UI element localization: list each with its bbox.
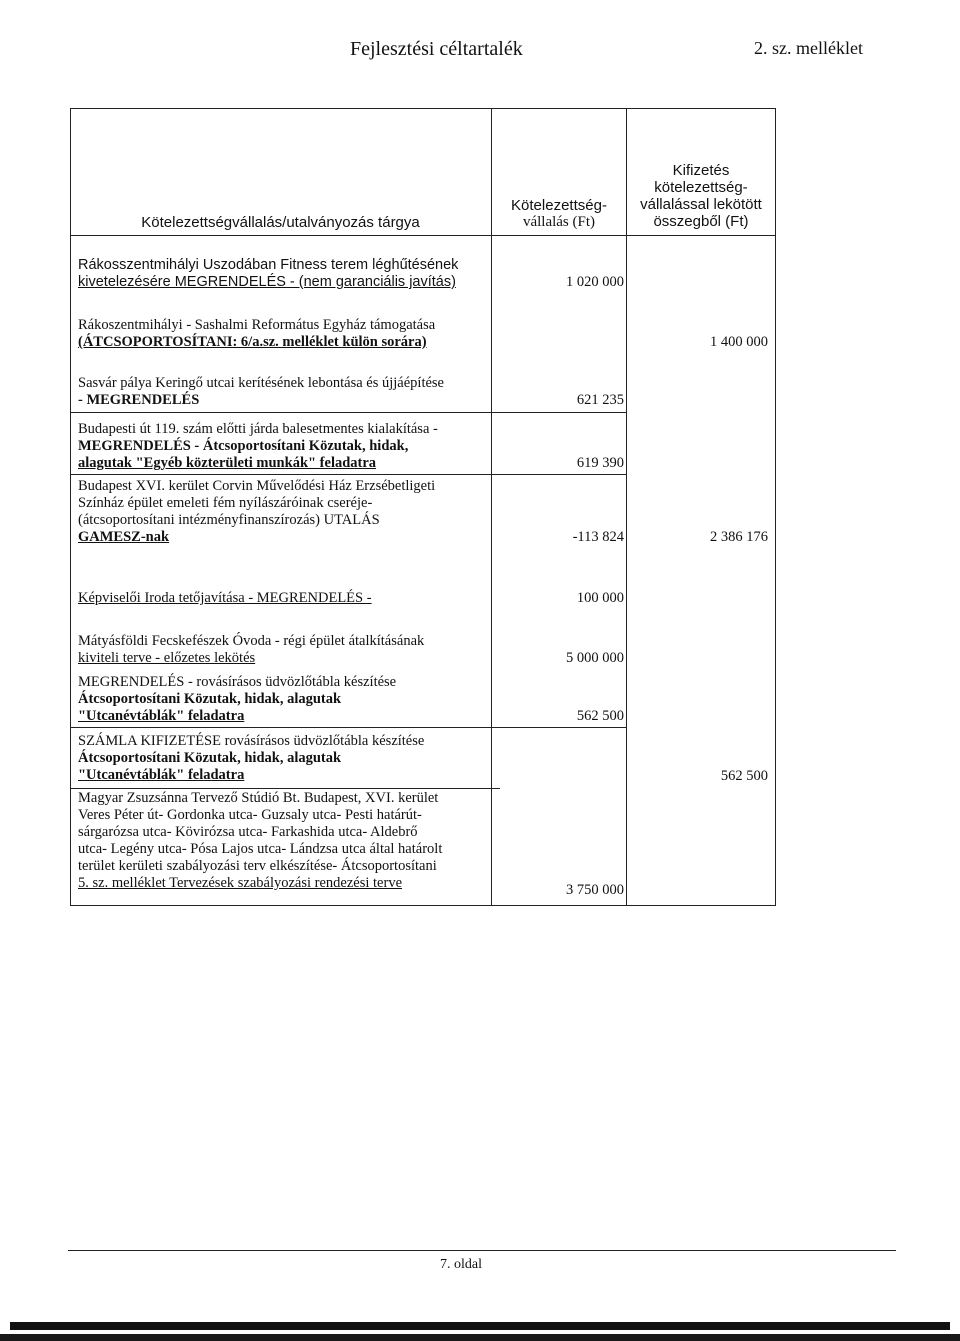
row-divider	[70, 474, 626, 475]
row-line: sárgarózsa utca- Kövirózsa utca- Farkashida utca- Aldebrő	[78, 824, 418, 840]
row-description	[78, 790, 490, 892]
payment-value: 1 400 000	[710, 334, 768, 350]
row-description	[78, 633, 490, 667]
row-line: Rákoszentmihályi - Sashalmi Református Egyház támogatása	[78, 317, 436, 333]
row-line: Képviselői Iroda tetőjavítása - MEGRENDELÉS -	[78, 590, 372, 606]
row-line: "Utcanévtáblák" feladatra	[78, 708, 245, 724]
row-line: Mátyásföldi Fecskefészek Óvoda - régi épület átalkításának	[78, 633, 425, 649]
commitment-value: 100 000	[576, 590, 624, 606]
column-header-payment	[626, 162, 776, 230]
row-divider	[70, 727, 626, 728]
row-line: Magyar Zsuzsánna Tervező Stúdió Bt. Budapest, XVI. kerület	[78, 790, 439, 806]
header-divider	[70, 235, 776, 236]
row-description	[78, 257, 490, 291]
row-line: (ÁTCSOPORTOSÍTANI: 6/a.sz. melléklet külön sorára)	[78, 334, 427, 350]
column-header-line: Kifizetés	[672, 162, 730, 179]
row-description	[78, 375, 490, 409]
row-line: Budapesti út 119. szám előtti járda balesetmentes kialakítása -	[78, 421, 438, 437]
row-line: alagutak "Egyéb közterületi munkák" feladatra	[78, 455, 377, 471]
row-description	[78, 317, 490, 351]
commitment-value: 619 390	[576, 455, 624, 471]
row-line: kivetelezésére MEGRENDELÉS - (nem garanciális javítás)	[78, 274, 456, 290]
row-line: - MEGRENDELÉS	[78, 392, 200, 408]
column-header-line: összegből (Ft)	[653, 213, 749, 230]
row-description	[78, 478, 490, 546]
row-line: Átcsoportosítani Közutak, hidak, alagutak	[78, 750, 342, 766]
row-line: Sasvár pálya Keringő utcai kerítésének lebontása és újjáépítése	[78, 375, 444, 391]
scan-edge-bar	[10, 1322, 950, 1330]
commitment-value: 562 500	[576, 708, 624, 724]
row-description	[78, 733, 490, 784]
column-header-line: vállalással lekötött	[640, 196, 762, 213]
column-header-line: Kötelezettség-	[511, 197, 607, 214]
annex-label: 2. sz. melléklet	[754, 38, 863, 58]
row-divider	[70, 788, 500, 789]
row-line: kiviteli terve - előzetes lekötés	[78, 650, 256, 666]
row-line: "Utcanévtáblák" feladatra	[78, 767, 245, 783]
row-line: Veres Péter út- Gordonka utca- Guzsaly utca- Pesti határút-	[78, 807, 422, 823]
commitment-value: -113 824	[572, 529, 624, 545]
commitment-value: 621 235	[576, 392, 624, 408]
commitment-value: 5 000 000	[566, 650, 624, 666]
row-line: terület kerületi szabályozási terv elkészítése- Átcsoportosítani	[78, 858, 437, 874]
payment-value: 2 386 176	[710, 529, 768, 545]
column-header-line: vállalás (Ft)	[522, 214, 596, 230]
payment-value: 562 500	[720, 768, 768, 784]
row-description	[78, 590, 490, 607]
page-number: 7. oldal	[440, 1257, 482, 1272]
row-line: 5. sz. melléklet Tervezések szabályozási rendezési terve	[78, 875, 403, 891]
row-line: GAMESZ-nak	[78, 529, 170, 545]
column-header-commitment	[492, 197, 626, 231]
row-line: SZÁMLA KIFIZETÉSE rovásírásos üdvözlőtábla készítése	[78, 733, 425, 749]
page-title: Fejlesztési céltartalék	[350, 38, 523, 60]
row-line: MEGRENDELÉS - Átcsoportosítani Közutak, hidak,	[78, 438, 409, 454]
row-line: MEGRENDELÉS - rovásírásos üdvözlőtábla készítése	[78, 674, 397, 690]
footer-divider	[68, 1250, 896, 1251]
row-line: Színház épület emeleti fém nyílászáróinak cseréje-	[78, 495, 373, 511]
row-description	[78, 421, 490, 472]
scan-edge-bar	[0, 1334, 960, 1341]
commitment-value: 3 750 000	[566, 882, 624, 898]
row-description	[78, 674, 490, 725]
commitment-value: 1 020 000	[566, 274, 624, 290]
row-line: Budapest XVI. kerület Corvin Művelődési Ház Erzsébetligeti	[78, 478, 436, 494]
row-line: Átcsoportosítani Közutak, hidak, alagutak	[78, 691, 342, 707]
column-header-subject: Kötelezettségvállalás/utalványozás tárgya	[141, 214, 420, 231]
row-divider	[70, 412, 626, 413]
row-line: (átcsoportosítani intézményfinanszírozás) UTALÁS	[78, 512, 380, 528]
row-line: Rákosszentmihályi Uszodában Fitness terem léghűtésének	[78, 257, 459, 273]
column-header-line: kötelezettség-	[654, 179, 748, 196]
row-line: utca- Legény utca- Pósa Lajos utca- Lándzsa utca által határolt	[78, 841, 443, 857]
